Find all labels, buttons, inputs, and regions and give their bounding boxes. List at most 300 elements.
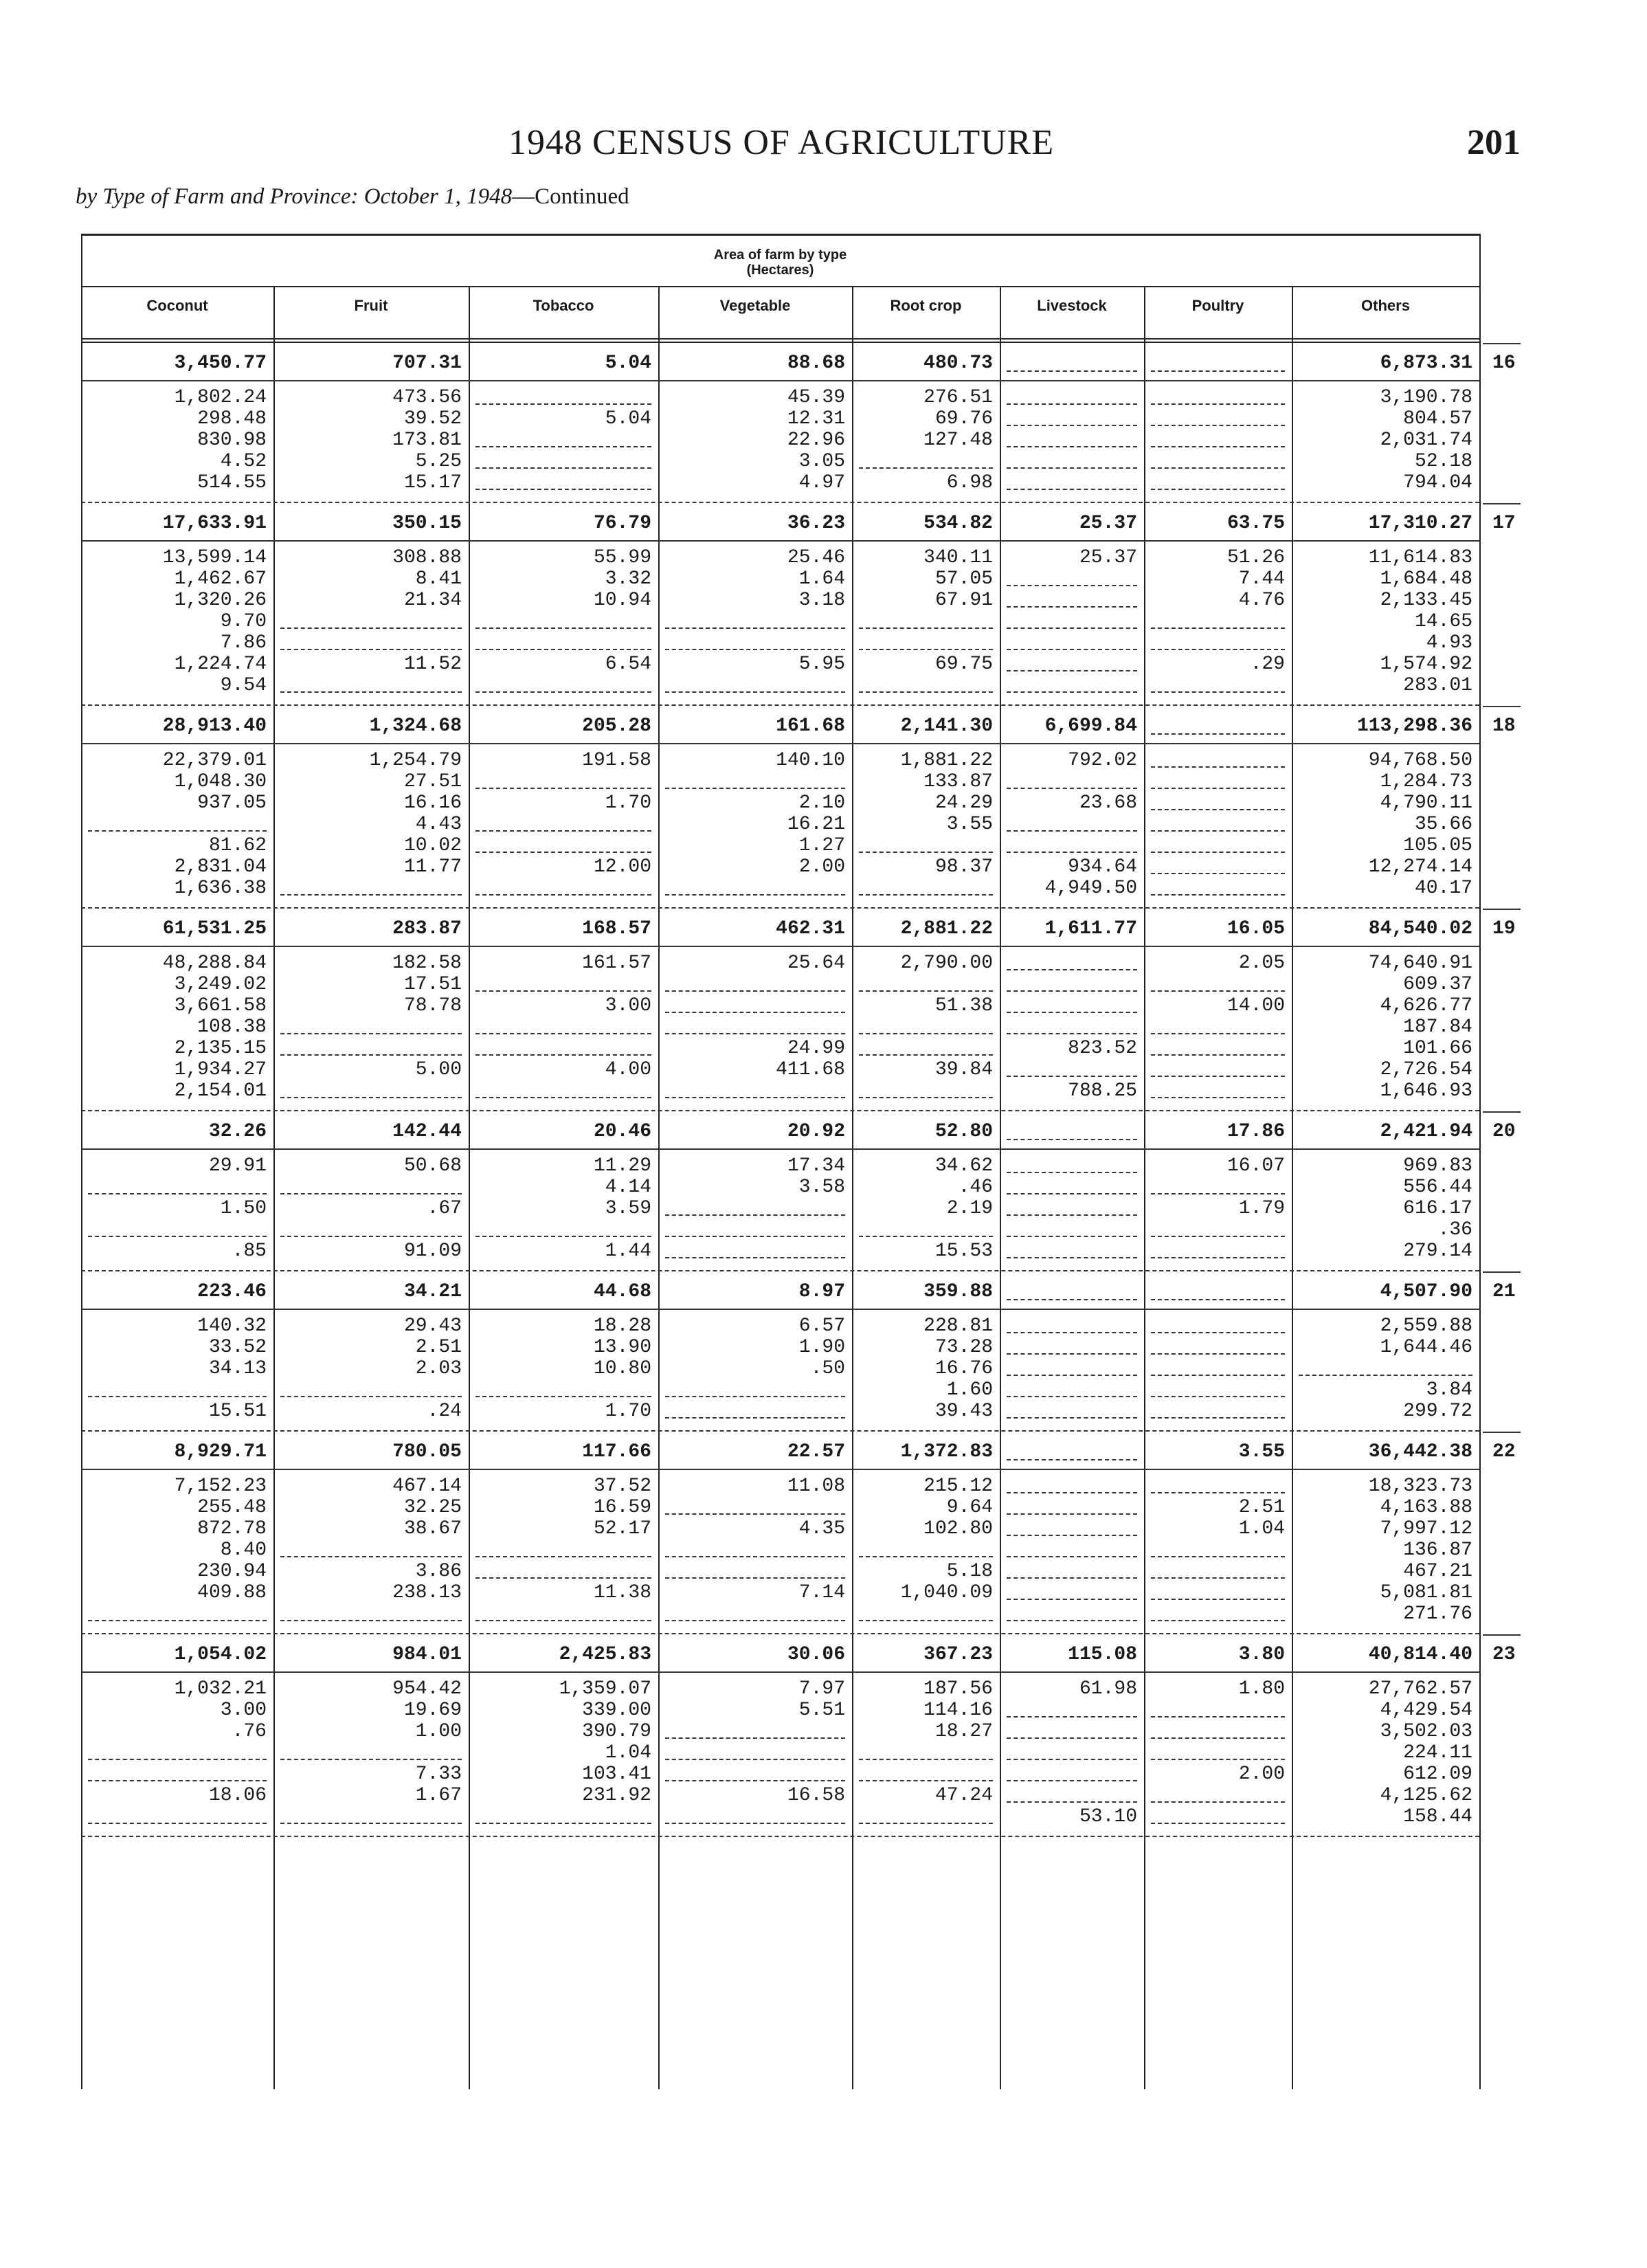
empty-cell-leader: [859, 1780, 993, 1781]
empty-cell-leader: [1007, 1620, 1137, 1621]
row-number-rule: [1483, 909, 1521, 910]
empty-cell-leader: [280, 1033, 462, 1034]
empty-cell-leader: [1151, 1577, 1285, 1579]
column-header: Root crop: [890, 297, 962, 314]
total-cell: 20.46: [593, 1121, 651, 1142]
total-cell: 2,141.30: [900, 715, 993, 737]
empty-cell-leader: [1151, 649, 1285, 650]
empty-cell-leader: [1007, 467, 1137, 469]
total-cell: 25.37: [1079, 513, 1137, 534]
table-cell: 2,790.00: [900, 953, 993, 974]
table-cell: 473.56: [392, 387, 462, 408]
empty-cell-leader: [665, 1823, 845, 1824]
empty-cell-leader: [1007, 788, 1137, 789]
row-number-rule: [1483, 343, 1521, 344]
total-cell: 534.82: [923, 513, 993, 534]
empty-cell-leader: [1151, 1097, 1285, 1098]
table-cell: 3.55: [946, 814, 993, 835]
total-cell: 6,873.31: [1380, 353, 1472, 374]
total-cell: 1,054.02: [174, 1644, 267, 1665]
table-cell: 187.84: [1403, 1016, 1472, 1038]
empty-cell-leader: [1007, 489, 1137, 490]
group-separator: [81, 704, 1479, 706]
empty-cell-leader: [1007, 1716, 1137, 1717]
table-cell: 230.94: [197, 1561, 267, 1582]
empty-cell-leader: [1007, 1236, 1137, 1237]
empty-cell-leader: [1151, 830, 1285, 832]
empty-cell-leader: [475, 1556, 651, 1557]
empty-cell-leader: [280, 1193, 462, 1194]
table-cell: 1,254.79: [369, 750, 462, 771]
table-cell: 35.66: [1414, 814, 1472, 835]
empty-cell-leader: [280, 1620, 462, 1621]
table-cell: 16.21: [787, 814, 845, 835]
table-cell: 4.43: [415, 814, 462, 835]
total-cell: 780.05: [392, 1441, 462, 1463]
table-cell: 308.88: [392, 547, 462, 568]
empty-cell-leader: [1151, 852, 1285, 853]
empty-cell-leader: [1151, 627, 1285, 629]
table-cell: 9.54: [220, 675, 267, 696]
table-cell: 823.52: [1068, 1038, 1137, 1059]
table-cell: 2,726.54: [1380, 1059, 1472, 1080]
table-cell: 27.51: [403, 771, 462, 792]
table-cell: 2,135.15: [174, 1038, 267, 1059]
table-cell: 16.58: [787, 1785, 845, 1806]
empty-cell-leader: [665, 788, 845, 789]
table-cell: 830.98: [197, 430, 267, 451]
empty-cell-leader: [1007, 1012, 1137, 1013]
row-number-rule: [1483, 1432, 1521, 1433]
table-cell: 1.79: [1238, 1198, 1285, 1219]
empty-cell-leader: [665, 1759, 845, 1760]
empty-cell-leader: [1007, 1299, 1137, 1300]
empty-cell-leader: [859, 990, 993, 992]
total-cell: 3.55: [1238, 1441, 1285, 1463]
empty-cell-leader: [475, 1236, 651, 1237]
total-cell: 22.57: [787, 1441, 845, 1463]
empty-cell-leader: [1007, 370, 1137, 372]
empty-cell-leader: [88, 1620, 267, 1621]
table-cell: 3,502.03: [1380, 1721, 1472, 1742]
empty-cell-leader: [280, 1556, 462, 1557]
table-cell: 57.05: [934, 568, 993, 590]
empty-cell-leader: [475, 1097, 651, 1098]
table-cell: 1,934.27: [174, 1059, 267, 1080]
empty-cell-leader: [1151, 1801, 1285, 1803]
table-cell: 11.29: [593, 1155, 651, 1177]
table-cell: 1.67: [415, 1785, 462, 1806]
table-cell: 5,081.81: [1380, 1582, 1472, 1603]
table-cell: 40.17: [1414, 878, 1472, 899]
empty-cell-leader: [859, 1054, 993, 1056]
empty-cell-leader: [1151, 1620, 1285, 1621]
group-separator: [81, 1110, 1479, 1111]
table-cell: 6.98: [946, 472, 993, 493]
table-cell: 238.13: [392, 1582, 462, 1603]
table-cell: 279.14: [1403, 1241, 1472, 1262]
table-cell: 467.14: [392, 1476, 462, 1497]
table-cell: 16.07: [1226, 1155, 1285, 1177]
table-cell: .85: [232, 1241, 267, 1262]
table-cell: 140.32: [197, 1315, 267, 1337]
empty-cell-leader: [1151, 1257, 1285, 1258]
table-cell: 1,462.67: [174, 568, 267, 590]
table-cell: 224.11: [1403, 1742, 1472, 1764]
table-cell: 4.76: [1238, 590, 1285, 611]
empty-cell-leader: [859, 1823, 993, 1824]
empty-cell-leader: [1151, 733, 1285, 735]
table-cell: 409.88: [197, 1582, 267, 1603]
table-cell: 1.50: [220, 1198, 267, 1219]
table-cell: 1.60: [946, 1379, 993, 1401]
empty-cell-leader: [475, 446, 651, 447]
empty-cell-leader: [1007, 425, 1137, 426]
table-cell: 4,626.77: [1380, 995, 1472, 1016]
total-cell: 8,929.71: [174, 1441, 267, 1463]
table-cell: 3.00: [220, 1700, 267, 1721]
table-cell: 91.09: [403, 1241, 462, 1262]
table-cell: 271.76: [1403, 1603, 1472, 1625]
table-cell: 1,284.73: [1380, 771, 1472, 792]
table-cell: 411.68: [776, 1059, 845, 1080]
empty-cell-leader: [1007, 1535, 1137, 1536]
table-cell: 4.14: [605, 1177, 651, 1198]
table-cell: 3.84: [1426, 1379, 1472, 1401]
group-separator: [81, 907, 1479, 909]
table-cell: 21.34: [403, 590, 462, 611]
row-number: 18: [1492, 715, 1516, 737]
table-cell: 7.44: [1238, 568, 1285, 590]
empty-cell-leader: [1007, 1759, 1137, 1760]
table-cell: 1,359.07: [559, 1678, 651, 1700]
table-cell: 15.53: [934, 1241, 993, 1262]
table-cell: 39.43: [934, 1401, 993, 1422]
total-cell: 16.05: [1226, 918, 1285, 940]
table-cell: 5.04: [605, 408, 651, 430]
table-cell: 937.05: [197, 792, 267, 814]
empty-cell-leader: [1007, 1353, 1137, 1355]
total-cell: 115.08: [1068, 1644, 1137, 1665]
table-cell: 187.56: [923, 1678, 993, 1700]
column-header: Poultry: [1191, 297, 1244, 314]
table-cell: 19.69: [403, 1700, 462, 1721]
table-cell: 1.27: [798, 835, 845, 856]
table-cell: 283.01: [1403, 675, 1472, 696]
empty-cell-leader: [1007, 1417, 1137, 1419]
empty-cell-leader: [1151, 1054, 1285, 1056]
empty-cell-leader: [1007, 1214, 1137, 1216]
row-number: 16: [1492, 353, 1516, 374]
table-cell: 18.28: [593, 1315, 651, 1337]
table-cell: 2,831.04: [174, 856, 267, 878]
table-cell: 3,661.58: [174, 995, 267, 1016]
table-cell: 4.97: [798, 472, 845, 493]
table-cell: 5.95: [798, 654, 845, 675]
empty-cell-leader: [88, 1236, 267, 1237]
table-cell: 1,320.26: [174, 590, 267, 611]
table-cell: 69.76: [934, 408, 993, 430]
column-header: Vegetable: [719, 297, 791, 314]
table-cell: 1.70: [605, 1401, 651, 1422]
table-cell: 53.10: [1079, 1806, 1137, 1827]
row-number: 19: [1492, 918, 1516, 940]
empty-cell-leader: [1007, 1801, 1137, 1803]
table-cell: 1.70: [605, 792, 651, 814]
table-cell: 14.65: [1414, 611, 1472, 632]
table-cell: 7.86: [220, 632, 267, 654]
empty-cell-leader: [665, 1620, 845, 1621]
table-cell: 10.80: [593, 1358, 651, 1379]
table-cell: 133.87: [923, 771, 993, 792]
table-cell: 2.03: [415, 1358, 462, 1379]
table-cell: 2.10: [798, 792, 845, 814]
table-cell: 2,559.88: [1380, 1315, 1472, 1337]
empty-cell-leader: [280, 691, 462, 693]
table-cell: 1.04: [605, 1742, 651, 1764]
total-cell: 84,540.02: [1368, 918, 1472, 940]
empty-cell-leader: [475, 990, 651, 992]
table-cell: 1,574.92: [1380, 654, 1472, 675]
table-cell: .24: [427, 1401, 462, 1422]
empty-cell-leader: [88, 1193, 267, 1194]
table-cell: 16.76: [934, 1358, 993, 1379]
empty-cell-leader: [665, 691, 845, 693]
table-cell: 18,323.73: [1368, 1476, 1472, 1497]
row-number: 20: [1492, 1121, 1516, 1142]
total-cell: 367.23: [923, 1644, 993, 1665]
table-cell: 39.84: [934, 1059, 993, 1080]
table-cell: 11.08: [787, 1476, 845, 1497]
row-number: 21: [1492, 1281, 1516, 1302]
table-cell: 6.54: [605, 654, 651, 675]
super-header: [81, 247, 1479, 278]
table-cell: 74,640.91: [1368, 953, 1472, 974]
total-cell: 984.01: [392, 1644, 462, 1665]
empty-cell-leader: [1151, 766, 1285, 768]
group-rule: [81, 743, 1479, 744]
empty-cell-leader: [1151, 1417, 1285, 1419]
table-cell: 34.13: [208, 1358, 267, 1379]
table-cell: 25.46: [787, 547, 845, 568]
row-number-rule: [1483, 706, 1521, 707]
empty-cell-leader: [1151, 1556, 1285, 1557]
table-cell: 1,040.09: [900, 1582, 993, 1603]
table-cell: 29.43: [403, 1315, 462, 1337]
row-number: 22: [1492, 1441, 1516, 1463]
empty-cell-leader: [859, 627, 993, 629]
table-cell: 47.24: [934, 1785, 993, 1806]
empty-cell-leader: [1007, 403, 1137, 405]
empty-cell-leader: [1151, 990, 1285, 992]
empty-cell-leader: [1151, 1076, 1285, 1077]
table-cell: .67: [427, 1198, 462, 1219]
table-cell: 105.05: [1403, 835, 1472, 856]
table-cell: 67.91: [934, 590, 993, 611]
total-cell: 113,298.36: [1356, 715, 1472, 737]
total-cell: 40,814.40: [1368, 1644, 1472, 1665]
table-cell: 18.27: [934, 1721, 993, 1742]
empty-cell-leader: [1007, 1193, 1137, 1194]
table-cell: 15.17: [403, 472, 462, 493]
empty-cell-leader: [280, 627, 462, 629]
table-cell: 11.52: [403, 654, 462, 675]
empty-cell-leader: [1151, 446, 1285, 447]
empty-cell-leader: [859, 649, 993, 650]
table-cell: 1.80: [1238, 1678, 1285, 1700]
table-cell: 5.25: [415, 451, 462, 472]
empty-cell-leader: [1151, 1193, 1285, 1194]
empty-cell-leader: [475, 691, 651, 693]
table-cell: 255.48: [197, 1497, 267, 1518]
total-cell: 8.97: [798, 1281, 845, 1302]
empty-cell-leader: [475, 788, 651, 789]
empty-cell-leader: [1151, 1033, 1285, 1034]
empty-cell-leader: [1007, 1033, 1137, 1034]
column-rule: [658, 287, 660, 2089]
table-top-rule: [81, 234, 1479, 236]
table-cell: 33.52: [208, 1337, 267, 1358]
empty-cell-leader: [665, 1257, 845, 1258]
table-cell: 182.58: [392, 953, 462, 974]
table-cell: 340.11: [923, 547, 993, 568]
empty-cell-leader: [475, 489, 651, 490]
table-cell: 17.34: [787, 1155, 845, 1177]
super-header-unit: (Hectares): [746, 263, 814, 278]
table-cell: 1.00: [415, 1721, 462, 1742]
table-cell: 158.44: [1403, 1806, 1472, 1827]
empty-cell-leader: [475, 852, 651, 853]
empty-cell-leader: [1151, 1332, 1285, 1333]
empty-cell-leader: [475, 1577, 651, 1579]
empty-cell-leader: [1007, 1577, 1137, 1579]
table-cell: .46: [958, 1177, 993, 1198]
empty-cell-leader: [280, 894, 462, 896]
total-cell: 20.92: [787, 1121, 845, 1142]
table-cell: 804.57: [1403, 408, 1472, 430]
table-cell: 12,274.14: [1368, 856, 1472, 878]
empty-cell-leader: [1151, 1396, 1285, 1397]
table-cell: 102.80: [923, 1518, 993, 1539]
table-cell: 556.44: [1403, 1177, 1472, 1198]
total-cell: 462.31: [776, 918, 845, 940]
empty-cell-leader: [665, 1577, 845, 1579]
table-cell: 22.96: [787, 430, 845, 451]
table-cell: 1.44: [605, 1241, 651, 1262]
total-cell: 17,310.27: [1368, 513, 1472, 534]
empty-cell-leader: [1007, 1257, 1137, 1258]
total-cell: 1,324.68: [369, 715, 462, 737]
table-cell: 114.16: [923, 1700, 993, 1721]
table-cell: 954.42: [392, 1678, 462, 1700]
table-cell: 13,599.14: [162, 547, 267, 568]
total-cell: 17.86: [1226, 1121, 1285, 1142]
table-cell: 3.18: [798, 590, 845, 611]
empty-cell-leader: [665, 1214, 845, 1216]
total-cell: 707.31: [392, 353, 462, 374]
total-cell: 34.21: [403, 1281, 462, 1302]
table-cell: 11.77: [403, 856, 462, 878]
total-cell: 1,372.83: [900, 1441, 993, 1463]
table-cell: 34.62: [934, 1155, 993, 1177]
empty-cell-leader: [1151, 1737, 1285, 1739]
empty-cell-leader: [1151, 1599, 1285, 1600]
empty-cell-leader: [280, 1759, 462, 1760]
table-cell: 136.87: [1403, 1539, 1472, 1561]
empty-cell-leader: [859, 1236, 993, 1237]
empty-cell-leader: [665, 1033, 845, 1034]
empty-cell-leader: [1151, 809, 1285, 810]
empty-cell-leader: [665, 1737, 845, 1739]
table-cell: 24.29: [934, 792, 993, 814]
empty-cell-leader: [1007, 691, 1137, 693]
table-cell: 2.00: [1238, 1764, 1285, 1785]
empty-cell-leader: [475, 627, 651, 629]
table-cell: 2.51: [415, 1337, 462, 1358]
empty-cell-leader: [665, 894, 845, 896]
column-rule: [273, 287, 275, 2089]
table-cell: 25.64: [787, 953, 845, 974]
empty-cell-leader: [859, 467, 993, 469]
table-cell: 2,031.74: [1380, 430, 1472, 451]
column-rule: [1000, 287, 1001, 2089]
empty-cell-leader: [665, 1236, 845, 1237]
column-rule: [1292, 287, 1293, 2089]
empty-cell-leader: [1151, 403, 1285, 405]
table-cell: 39.52: [403, 408, 462, 430]
total-cell: 142.44: [392, 1121, 462, 1142]
total-cell: 30.06: [787, 1644, 845, 1665]
group-rule: [81, 380, 1479, 381]
empty-cell-leader: [665, 1513, 845, 1515]
table-cell: 12.00: [593, 856, 651, 878]
table-cell: 51.38: [934, 995, 993, 1016]
group-separator: [81, 1430, 1479, 1432]
table-cell: 934.64: [1068, 856, 1137, 878]
table-cell: 12.31: [787, 408, 845, 430]
table-cell: 48,288.84: [162, 953, 267, 974]
empty-cell-leader: [859, 852, 993, 853]
table-cell: 4.00: [605, 1059, 651, 1080]
empty-cell-leader: [1007, 1172, 1137, 1173]
empty-cell-leader: [665, 1012, 845, 1013]
table-cell: 14.00: [1226, 995, 1285, 1016]
table-cell: 1,881.22: [900, 750, 993, 771]
table-cell: 10.94: [593, 590, 651, 611]
empty-cell-leader: [1007, 670, 1137, 671]
empty-cell-leader: [1151, 691, 1285, 693]
empty-cell-leader: [1151, 1375, 1285, 1376]
column-header: Fruit: [354, 297, 388, 314]
empty-cell-leader: [1007, 1513, 1137, 1515]
table-cell: 103.41: [582, 1764, 651, 1785]
table-cell: 1,646.93: [1380, 1080, 1472, 1102]
empty-cell-leader: [1007, 969, 1137, 970]
table-cell: 612.09: [1403, 1764, 1472, 1785]
page-title: 1948 CENSUS OF AGRICULTURE: [508, 123, 1055, 162]
table-cell: 3.86: [415, 1561, 462, 1582]
total-cell: 88.68: [787, 353, 845, 374]
empty-cell-leader: [1007, 585, 1137, 586]
empty-cell-leader: [1151, 425, 1285, 426]
table-cell: 32.25: [403, 1497, 462, 1518]
table-cell: 78.78: [403, 995, 462, 1016]
table-cell: 1,684.48: [1380, 568, 1472, 590]
table-cell: 3.32: [605, 568, 651, 590]
table-cell: 616.17: [1403, 1198, 1472, 1219]
empty-cell-leader: [1151, 489, 1285, 490]
table-cell: 1.64: [798, 568, 845, 590]
